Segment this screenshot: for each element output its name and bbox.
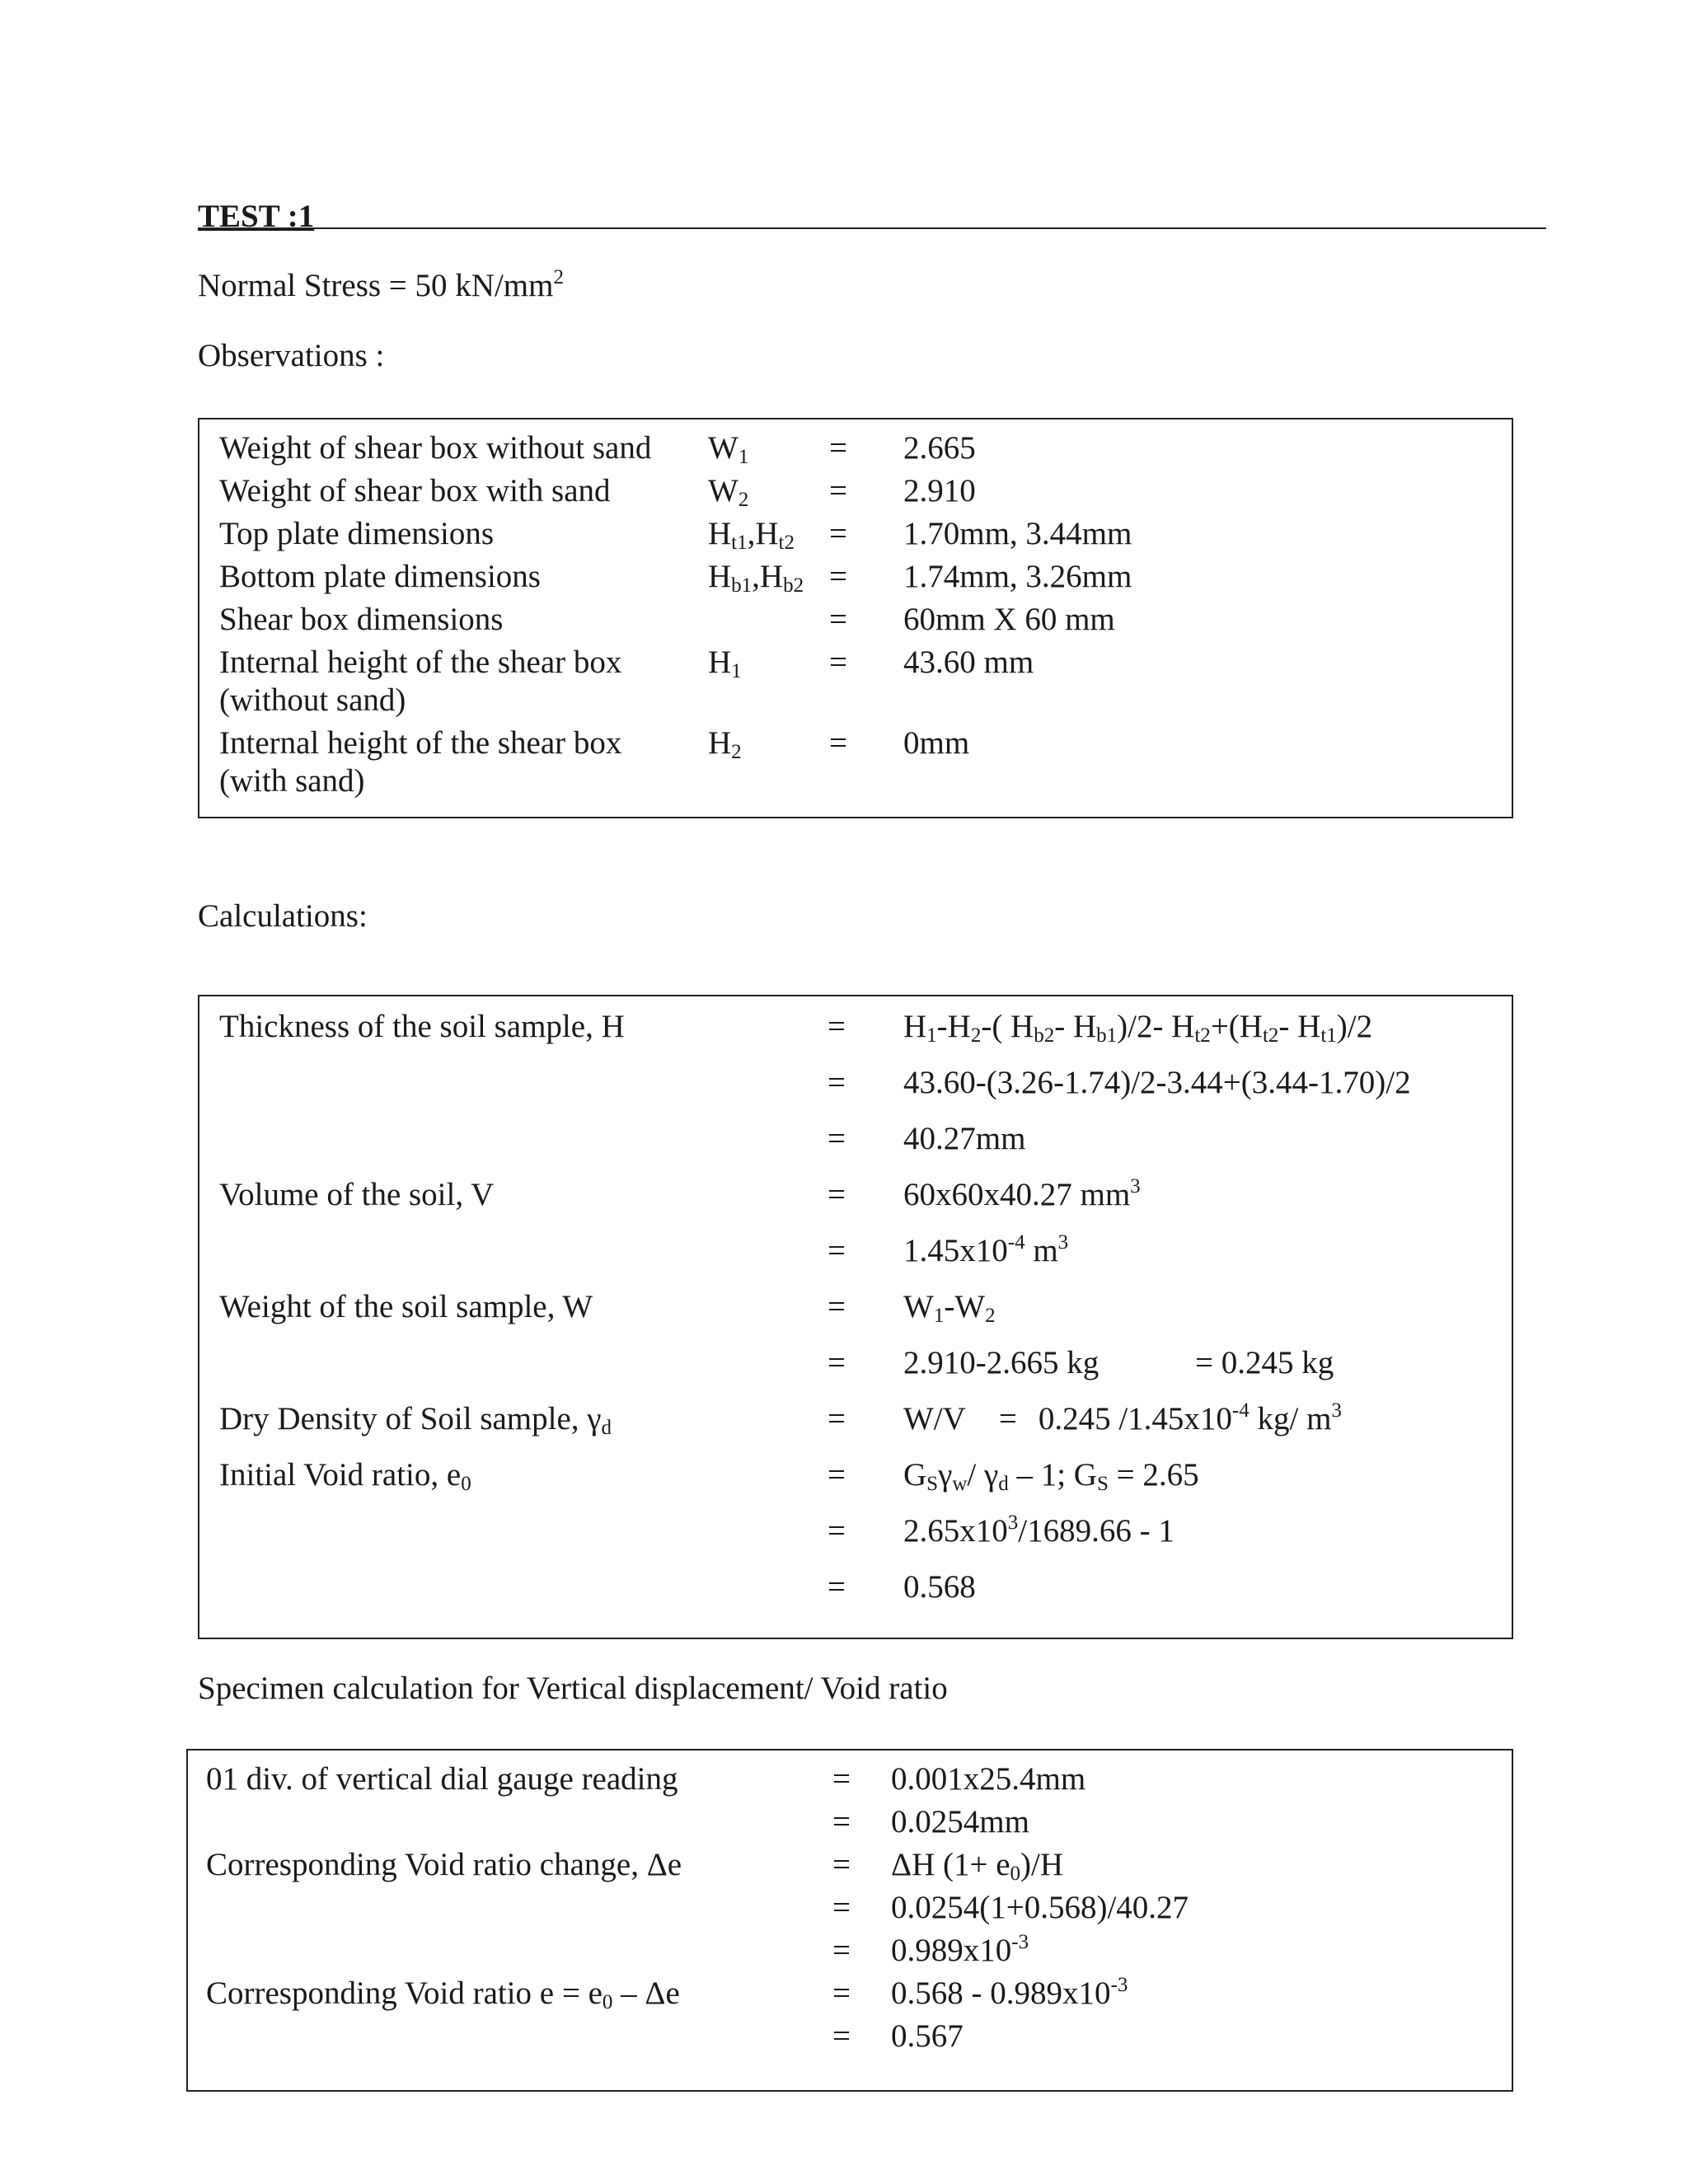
thickness-result: 40.27mm: [903, 1121, 1026, 1156]
obs-label-cont: (with sand): [219, 763, 365, 799]
spec-equals: =: [832, 1933, 851, 1968]
obs-label: Internal height of the shear box: [219, 644, 622, 680]
obs-label: Top plate dimensions: [219, 516, 495, 551]
calc-equals: =: [828, 1289, 846, 1324]
obs-value: 60mm X 60 mm: [903, 602, 1115, 637]
void-ratio-step: $2.65x10^3/1689.66 - 1$: [903, 1511, 1175, 1549]
obs-symbol: $H_1$: [708, 644, 742, 682]
obs-label: Internal height of the shear box: [219, 725, 622, 761]
obs-equals: =: [829, 516, 847, 551]
calc-equals: =: [828, 1513, 846, 1549]
weight-step: 2.910-2.665 kg: [903, 1345, 1100, 1380]
change-result: $0.989x10^{-3}$: [891, 1931, 1029, 1968]
obs-value: 1.74mm, 3.26mm: [903, 559, 1132, 594]
density-formula: W/V = 0.245 $/1.45x10^{-4}$ kg/ $m^3$: [903, 1399, 1342, 1436]
specimen-heading: Specimen calculation for Vertical displacement/ Void ratio: [198, 1671, 948, 1706]
title-underline: [198, 227, 1546, 229]
spec-equals: =: [832, 1890, 851, 1925]
obs-equals: =: [829, 430, 847, 466]
spec-equals: =: [832, 1847, 851, 1882]
calc-equals: =: [828, 1233, 846, 1268]
obs-symbol: $H_{t1},H_{t2}$: [708, 516, 795, 554]
spec-label: Corresponding Void ratio $e = e_0 - \Delta e$: [206, 1975, 680, 2013]
obs-symbol: $W_2$: [708, 473, 749, 511]
change-formula: ΔH $(1+ e_0)/H$: [891, 1847, 1064, 1885]
obs-value: 43.60 mm: [903, 644, 1034, 680]
obs-value: 1.70mm, 3.44mm: [903, 516, 1132, 551]
obs-value: 2.910: [903, 473, 976, 509]
calc-label: Dry Density of Soil sample, $\gamma_d$: [219, 1401, 612, 1439]
obs-value: 0mm: [903, 725, 970, 761]
calc-label: Weight of the soil sample, W: [219, 1289, 593, 1324]
calc-equals: =: [828, 1569, 846, 1605]
obs-symbol: $W_1$: [708, 430, 749, 468]
ratio-step: $0.568 - 0.989x10^{-3}$: [891, 1974, 1128, 2011]
calc-label: Volume of the soil, V: [219, 1177, 495, 1212]
void-ratio-result: 0.568: [903, 1569, 976, 1605]
obs-label: Weight of shear box without sand: [219, 430, 652, 466]
thickness-formula: $H_1-H_2-$( $H_{b2}-$ $H_{b1})/2-$ $H_{t2}+(H_{t2}-$ $H_{t1})/2$: [903, 1009, 1373, 1047]
obs-symbol: $H_2$: [708, 725, 742, 763]
obs-equals: =: [829, 602, 847, 637]
obs-label: Shear box dimensions: [219, 602, 504, 637]
spec-equals: =: [832, 1975, 851, 2011]
obs-value: 2.665: [903, 430, 976, 466]
obs-symbol: $H_{b1},H_{b2}$: [708, 559, 804, 597]
volume-result: $1.45x10^{-4}$ $m^3$: [903, 1231, 1069, 1268]
calc-equals: =: [828, 1457, 846, 1493]
obs-equals: =: [829, 725, 847, 761]
spec-label: 01 div. of vertical dial gauge reading: [206, 1761, 678, 1797]
spec-label: Corresponding Void ratio change, Δe: [206, 1847, 682, 1882]
calc-equals: =: [828, 1009, 846, 1044]
thickness-step: 43.60-(3.26-1.74)/2-3.44+(3.44-1.70)/2: [903, 1065, 1411, 1100]
void-ratio-formula: $G_S\gamma_w/$ $\gamma_d - 1$; $G_S = 2.65$: [903, 1457, 1199, 1495]
volume-step: 60x60x40.27 $mm^3$: [903, 1175, 1141, 1212]
calc-equals: =: [828, 1065, 846, 1100]
observations-heading: Observations :: [198, 338, 385, 373]
obs-equals: =: [829, 473, 847, 509]
obs-label: Weight of shear box with sand: [219, 473, 611, 509]
calc-equals: =: [828, 1177, 846, 1212]
obs-label: Bottom plate dimensions: [219, 559, 541, 594]
calculations-heading: Calculations:: [198, 898, 368, 934]
obs-equals: =: [829, 644, 847, 680]
test-title: TEST :1: [198, 199, 315, 234]
dial-value: 0.001x25.4mm: [891, 1761, 1086, 1797]
calc-label: Initial Void ratio, $e_0$: [219, 1457, 471, 1495]
calc-equals: =: [828, 1121, 846, 1156]
calc-equals: =: [828, 1401, 846, 1436]
change-step: 0.0254(1+0.568)/40.27: [891, 1890, 1189, 1925]
obs-equals: =: [829, 559, 847, 594]
spec-equals: =: [832, 1804, 851, 1840]
calc-equals: =: [828, 1345, 846, 1380]
weight-formula: $W_1-W_2$: [903, 1289, 996, 1327]
obs-label-cont: (without sand): [219, 682, 406, 718]
ratio-result: 0.567: [891, 2018, 964, 2054]
dial-value-mm: 0.0254mm: [891, 1804, 1029, 1840]
normal-stress: Normal Stress = 50 $kN/mm^2$: [198, 266, 564, 303]
spec-equals: =: [832, 2018, 851, 2054]
weight-step-result: = 0.245 kg: [1195, 1345, 1334, 1380]
spec-equals: =: [832, 1761, 851, 1797]
calc-label: Thickness of the soil sample, H: [219, 1009, 625, 1044]
